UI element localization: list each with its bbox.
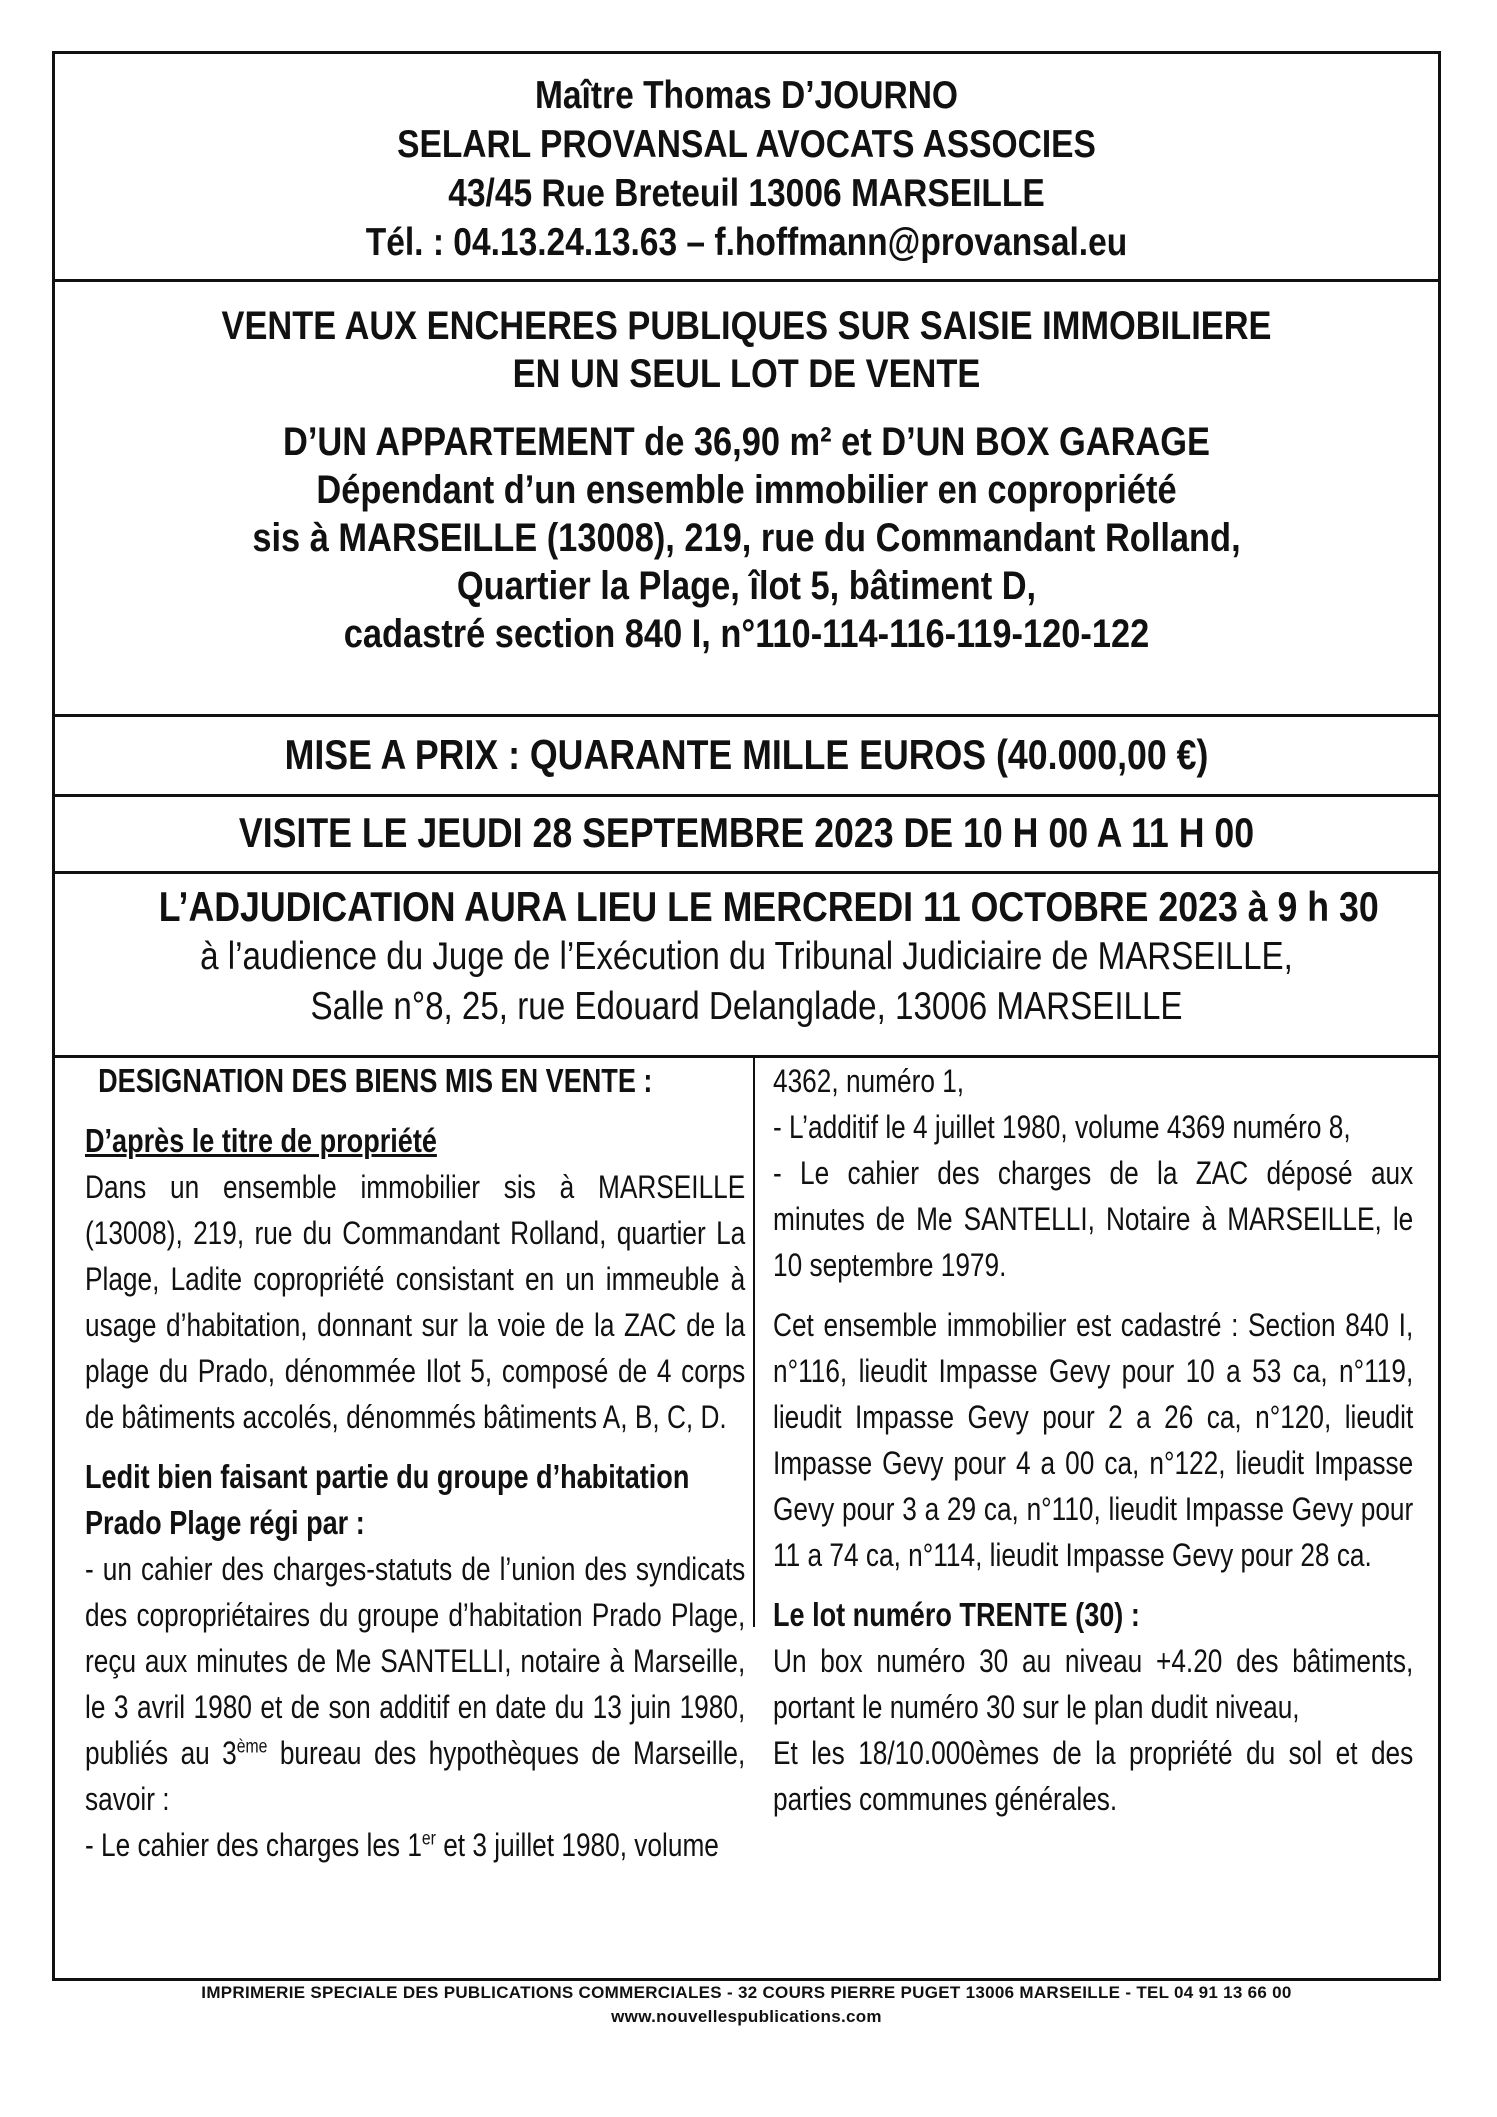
adjudication-title: L’ADJUDICATION AURA LIEU LE MERCREDI 11 OCTOBRE 2023 à 9 h 30 xyxy=(158,883,1379,930)
notice-frame xyxy=(52,51,1441,1981)
cadastre-paragraph: Cet ensemble immobilier est cadastré : Section 840 I, n°116, lieudit Impasse Gevy pour 10 a 53 ca, n°119, lieudit Impasse Gevy pour 2 a 26 ca, n°120, lieudit Impasse Gevy pour 4 a 00 ca, n°122, lieudit Impasse Gevy pour 3 a 29 ca, n°110, lieudit Impasse Gevy pour 11 a 74 ca, n°114, lieudit Impasse Gevy pour 28 ca. xyxy=(773,1307,1414,1573)
left-paragraph: Dans un ensemble immobilier sis à MARSEILLE (13008), 219, rue du Commandant Rolland, quartier La Plage, Ladite copropriété consistant en un immeuble à usage d’habitation, donnant sur la voie de la ZAC de la plage du Prado, dénommée Ilot 5, composé de 4 corps de bâtiments accolés, dénommés bâtiments A, B, C, D. xyxy=(85,1169,746,1435)
property-line: D’UN APPARTEMENT de 36,90 m² et D’UN BOX GARAGE xyxy=(282,420,1211,464)
firm-contact: Tél. : 04.13.24.13.63 – f.hoffmann@provansal.eu xyxy=(365,221,1128,264)
printer-footer xyxy=(52,1981,1441,2029)
sale-title: VENTE AUX ENCHERES PUBLIQUES SUR SAISIE IMMOBILIERE xyxy=(221,304,1272,348)
property-line: sis à MARSEILLE (13008), 219, rue du Commandant Rolland, xyxy=(252,516,1241,560)
printer-line: IMPRIMERIE SPECIALE DES PUBLICATIONS COMMERCIALES - 32 COURS PIERRE PUGET 13006 MARSEILLE - TEL 04 91 13 66 00 xyxy=(201,1983,1292,2002)
starting-price xyxy=(55,717,1438,797)
printer-website: www.nouvellespublications.com xyxy=(611,2007,882,2026)
right-column xyxy=(773,1058,1413,1822)
right-paragraph: 4362, numéro 1, xyxy=(773,1063,965,1099)
price-text: MISE A PRIX : QUARANTE MILLE EUROS (40.000,00 €) xyxy=(284,731,1209,778)
column-divider xyxy=(753,1058,755,1627)
lot-heading: Le lot numéro TRENTE (30) : xyxy=(773,1596,1140,1633)
group-heading: Ledit bien faisant partie du groupe d’habitation Prado Plage régi par : xyxy=(85,1458,690,1541)
right-paragraph: Un box numéro 30 au niveau +4.20 des bâtiments, portant le numéro 30 sur le plan dudit niveau, xyxy=(773,1643,1414,1725)
designation-heading: DESIGNATION DES BIENS MIS EN VENTE : xyxy=(98,1062,653,1099)
left-paragraph: - Le cahier des charges les 1er et 3 juillet 1980, volume xyxy=(85,1827,719,1863)
property-line: Quartier la Plage, îlot 5, bâtiment D, xyxy=(456,564,1037,608)
visit-text: VISITE LE JEUDI 28 SEPTEMBRE 2023 DE 10 H 00 A 11 H 00 xyxy=(238,809,1255,856)
left-column xyxy=(85,1058,745,1868)
visit-info xyxy=(55,797,1438,874)
sale-subtitle: EN UN SEUL LOT DE VENTE xyxy=(512,352,981,396)
right-paragraph: Et les 18/10.000èmes de la propriété du sol et des parties communes générales. xyxy=(773,1735,1414,1817)
adjudication-address: Salle n°8, 25, rue Edouard Delanglade, 13006 MARSEILLE xyxy=(310,985,1183,1028)
adjudication-court: à l’audience du Juge de l’Exécution du Tribunal Judiciaire de MARSEILLE, xyxy=(200,935,1293,978)
left-paragraph: - un cahier des charges-statuts de l’union des syndicats des copropriétaires du groupe d’habitation Prado Plage, reçu aux minutes de Me SANTELLI, notaire à Marseille, le 3 avril 1980 et de son additif en date du 13 juin 1980, publiés au 3ème bureau des hypothèques de Marseille, savoir : xyxy=(85,1551,746,1817)
lawyer-name: Maître Thomas D’JOURNO xyxy=(534,74,959,117)
lawyer-header xyxy=(55,54,1438,282)
title-subheading: D’après le titre de propriété xyxy=(85,1122,437,1159)
right-paragraph: - L’additif le 4 juillet 1980, volume 4369 numéro 8, xyxy=(773,1109,1351,1145)
adjudication-info xyxy=(55,874,1438,1058)
property-line: Dépendant d’un ensemble immobilier en copropriété xyxy=(316,468,1177,512)
right-paragraph: - Le cahier des charges de la ZAC déposé aux minutes de Me SANTELLI, Notaire à MARSEILLE, le 10 septembre 1979. xyxy=(773,1155,1414,1283)
property-line: cadastré section 840 I, n°110-114-116-119-120-122 xyxy=(343,612,1150,656)
sale-description xyxy=(55,282,1438,717)
firm-name: SELARL PROVANSAL AVOCATS ASSOCIES xyxy=(397,123,1096,166)
firm-address: 43/45 Rue Breteuil 13006 MARSEILLE xyxy=(448,172,1045,215)
